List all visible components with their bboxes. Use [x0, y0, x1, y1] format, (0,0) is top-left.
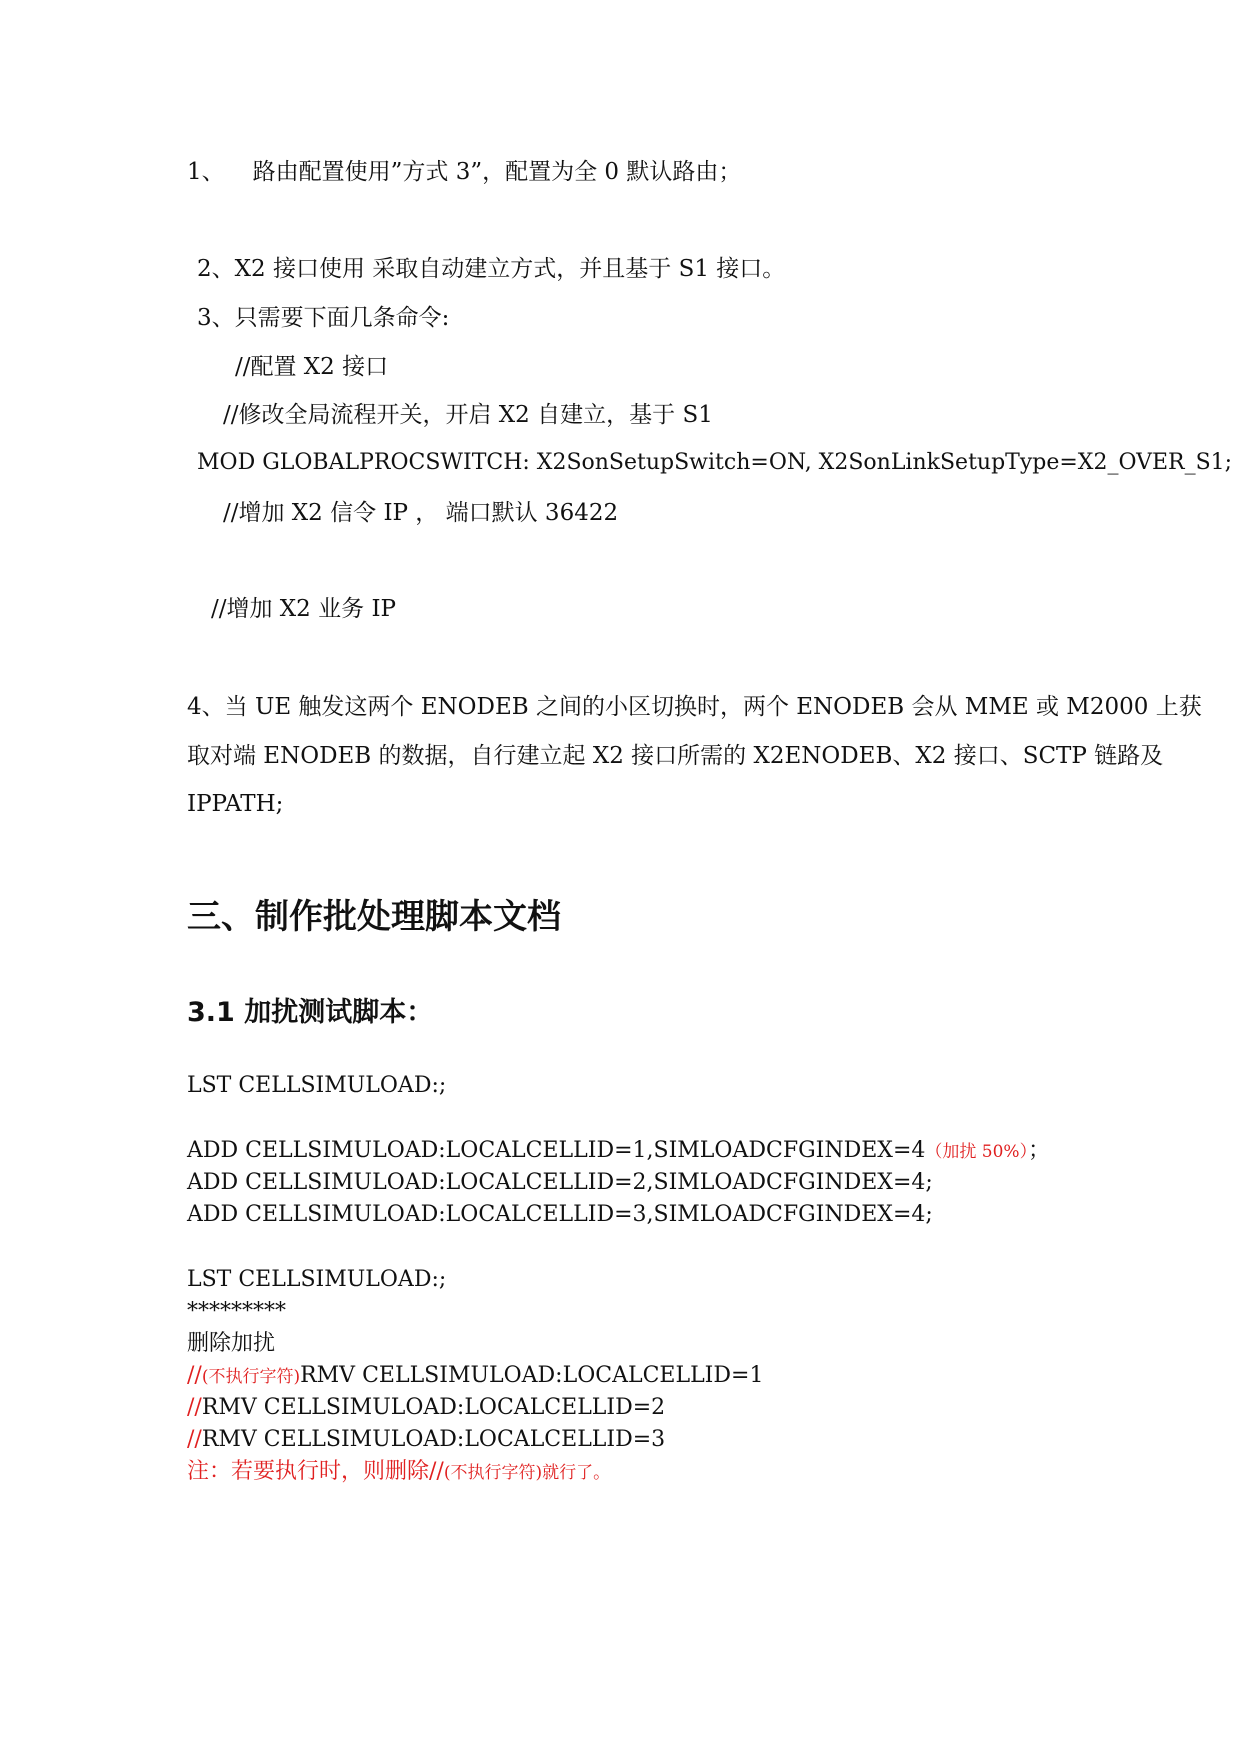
script-rmv-3	[187, 1425, 665, 1455]
subsection-heading: 3.1 加扰测试脚本：	[187, 997, 434, 1028]
script-rmv-1-command: RMV CELLSIMULOAD:LOCALCELLID=1	[300, 1363, 764, 1388]
script-delete-label: 删除加扰	[187, 1331, 276, 1356]
script-rmv-2	[187, 1393, 665, 1423]
script-rmv-1-prefix: //	[187, 1363, 202, 1388]
script-add-1-note: （加扰 50%）	[925, 1142, 1029, 1162]
script-add-2: ADD CELLSIMULOAD:LOCALCELLID=2,SIMLOADCFGINDEX=4;	[187, 1170, 933, 1195]
script-rmv-1-note: (不执行字符)	[201, 1367, 301, 1387]
step-4-line-2: 取对端 ENODEB 的数据，自行建立起 X2 接口所需的 X2ENODEB、X2 接口、SCTP 链路及	[187, 743, 1164, 769]
script-separator: *********	[187, 1299, 286, 1324]
step-1-text: 路由配置使用”方式 3”，配置为全 0 默认路由；	[252, 159, 742, 185]
comment-add-service-ip: //增加 X2 业务 IP	[211, 596, 396, 622]
script-note	[187, 1457, 610, 1488]
step-4-line-3: IPPATH;	[187, 791, 284, 817]
script-add-1-end: ；	[1028, 1138, 1051, 1163]
step-3: 3、只需要下面几条命令:	[197, 305, 450, 331]
step-2: 2、X2 接口使用 采取自动建立方式，并且基于 S1 接口。	[197, 256, 786, 282]
script-rmv-2-command: RMV CELLSIMULOAD:LOCALCELLID=2	[201, 1395, 666, 1420]
script-lst-2: LST CELLSIMULOAD:;	[187, 1267, 447, 1292]
script-rmv-1	[187, 1361, 763, 1392]
script-rmv-3-prefix: //	[187, 1427, 202, 1452]
step-4-line-1: 4、当 UE 触发这两个 ENODEB 之间的小区切换时，两个 ENODEB 会从 MME 或 M2000 上获	[187, 694, 1202, 720]
comment-add-signal-ip: //增加 X2 信令 IP ， 端口默认 36422	[223, 500, 619, 526]
script-add-3: ADD CELLSIMULOAD:LOCALCELLID=3,SIMLOADCFGINDEX=4;	[187, 1202, 933, 1227]
script-note-main: 注：若要执行时，则删除//	[187, 1459, 444, 1484]
comment-modify-switch: //修改全局流程开关，开启 X2 自建立，基于 S1	[223, 402, 713, 428]
script-add-1-command: ADD CELLSIMULOAD:LOCALCELLID=1,SIMLOADCFGINDEX=4	[187, 1138, 926, 1163]
step-1	[187, 157, 741, 187]
command-mod-globalprocswitch: MOD GLOBALPROCSWITCH: X2SonSetupSwitch=ON, X2SonLinkSetupType=X2_OVER_S1;	[197, 450, 1233, 475]
section-heading: 三、制作批处理脚本文档	[187, 897, 561, 937]
script-rmv-3-command: RMV CELLSIMULOAD:LOCALCELLID=3	[201, 1427, 666, 1452]
step-1-number: 1、	[187, 159, 225, 185]
script-add-1	[187, 1136, 1050, 1167]
comment-configure-x2: //配置 X2 接口	[235, 354, 389, 380]
script-rmv-2-prefix: //	[187, 1395, 202, 1420]
script-lst-1: LST CELLSIMULOAD:;	[187, 1073, 447, 1098]
script-note-small: (不执行字符)就行了。	[443, 1463, 611, 1483]
